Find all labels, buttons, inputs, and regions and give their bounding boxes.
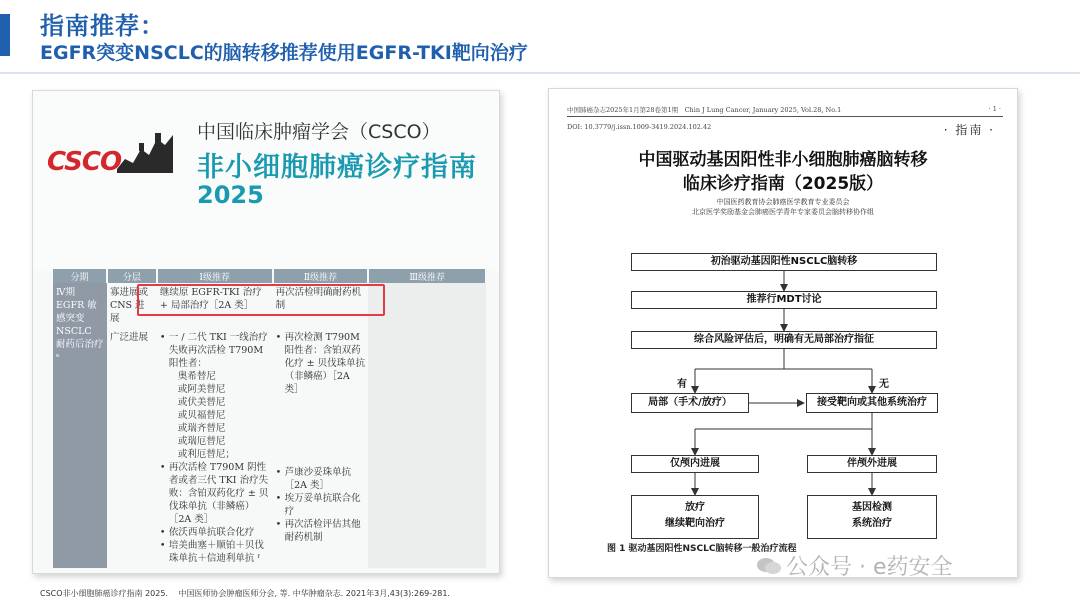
drug-item: 奥希替尼 (177, 371, 216, 382)
flow-box-mdt: 推荐行MDT讨论 (631, 291, 937, 309)
level1-cell (157, 328, 273, 568)
flow-box-extracranial-progression: 伴颅外进展 (807, 455, 937, 473)
csco-logo: CSCO (47, 147, 122, 177)
slide-title: 指南推荐： (40, 12, 165, 40)
highlight-box (137, 284, 385, 316)
flow-label-yes: 有 (677, 379, 687, 390)
page-number: · 1 · (988, 105, 1001, 113)
drug-item: 或贝福替尼 (177, 410, 226, 421)
table-header-row (53, 269, 486, 283)
level1-cell: 继续原 EGFR-TKI 治疗 + 局部治疗［2A 类］ (159, 287, 262, 311)
article-title-line1: 中国驱动基因阳性非小细胞肺癌脑转移 (638, 150, 928, 170)
flow-box-gene-testing (807, 495, 937, 539)
level2-cell (273, 328, 369, 568)
flow-box-local-therapy: 局部（手术/放疗） (631, 393, 749, 413)
drug-item: 或利厄替尼； (177, 449, 235, 460)
stage-cell: Ⅳ期 EGFR 敏感突变 NSCLC 耐药后治疗 ᵉ (53, 283, 107, 568)
drug-item: 或瑞齐替尼 (177, 423, 226, 434)
table-header: Ⅱ级推荐 (273, 269, 369, 283)
drug-list (160, 370, 270, 461)
list-item: • 再次检测 T790M 阳性者：含铂双药化疗 ± 贝伐珠单抗（非鳞癌）［2A 类］ (276, 331, 366, 396)
drug-item: 或瑞厄替尼 (177, 436, 226, 447)
journal-header: 中国肺癌杂志2025年1月第28卷第1期 Chin J Lung Cancer, January 2025, Vol.28, No.1 (567, 106, 842, 114)
figure-caption: 图 1 驱动基因阳性NSCLC脑转移一般治疗流程 (607, 544, 797, 554)
title-accent-bar (0, 14, 10, 56)
csco-guideline-image (32, 90, 500, 574)
slide-subtitle: EGFR突变NSCLC的脑转移推荐使用EGFR-TKI靶向治疗 (40, 42, 528, 64)
doi: DOI: 10.3779/j.issn.1009-3419.2024.102.42 (567, 123, 712, 131)
table-header: Ⅰ级推荐 (157, 269, 273, 283)
flow-connectors (549, 239, 1018, 559)
flow-label-no: 无 (879, 379, 889, 390)
flowchart-guideline-image (548, 88, 1018, 578)
list-item: • 依沃西单抗联合化疗 (160, 526, 270, 539)
subgroup-cell: 寡进展或 CNS 进展 (109, 287, 148, 324)
article-title-line2: 临床诊疗指南（2025版） (682, 174, 884, 194)
flow-box-systemic-therapy: 接受靶向或其他系统治疗 (806, 393, 938, 413)
level2-cell: 再次活检明确耐药机制 (275, 287, 362, 311)
list-item: • 培美曲塞＋顺铂＋贝伐珠单抗＋信迪利单抗 ᶠ (160, 539, 270, 565)
drug-item: 或伏美替尼 (177, 397, 226, 408)
journal-rule (567, 116, 1003, 117)
flow-box-intracranial-progression: 仅颅内进展 (631, 455, 759, 473)
table-header: 分期 (53, 269, 107, 283)
table-header: Ⅲ级推荐 (368, 269, 486, 283)
level3-cell (368, 283, 486, 568)
table-header: 分层 (107, 269, 157, 283)
flow-box-risk-assessment: 综合风险评估后，明确有无局部治疗指征 (631, 331, 937, 349)
flow-box-radiotherapy (631, 495, 759, 539)
list-item: • 一 / 二代 TKI 一线治疗失败再次活检 T790M 阳性者： (160, 331, 270, 370)
great-wall-icon (115, 129, 175, 175)
reference-footer: CSCO非小细胞肺癌诊疗指南 2025. 中国医师协会肿瘤医师分会, 等. 中华肿瘤杂志. 2021年3月,43(3):269-281. (40, 589, 450, 598)
drug-item: 或阿美替尼 (177, 384, 226, 395)
wechat-icon (756, 556, 782, 576)
org-line2: 北京医学奖励基金会肺癌医学青年专家委员会脑转移协作组 (692, 208, 874, 216)
watermark: 公众号 · e药安全 (786, 555, 953, 580)
list-item: • 再次活检评估其他耐药机制 (276, 518, 366, 544)
org-line1: 中国医药教育协会肺癌医学教育专业委员会 (716, 198, 850, 206)
list-item: • 再次活检 T790M 阴性者或者三代 TKI 治疗失败：含铂双药化疗 ± 贝伐珠单抗（非鳞癌）［2A 类］ (160, 461, 270, 526)
header-divider (0, 72, 1080, 74)
list-item: • 埃万妥单抗联合化疗 (276, 492, 366, 518)
flow-text: 继续靶向治疗 (665, 518, 725, 529)
list-item: • 芦康沙妥珠单抗［2A 类］ (276, 466, 366, 492)
flow-text: 基因检测 (852, 502, 892, 513)
cover-title: 非小细胞肺癌诊疗指南 (197, 152, 477, 183)
flow-text: 放疗 (685, 502, 705, 513)
flow-text: 系统治疗 (852, 518, 892, 529)
treatment-flowchart (549, 239, 1018, 559)
cover-org: 中国临床肿瘤学会（CSCO） (197, 121, 441, 143)
subgroup-cell: 广泛进展 (109, 332, 148, 343)
section-tag: · 指南 · (943, 123, 995, 137)
flow-box-initial: 初治驱动基因阳性NSCLC脑转移 (631, 253, 937, 271)
cover-year: 2025 (197, 181, 264, 209)
